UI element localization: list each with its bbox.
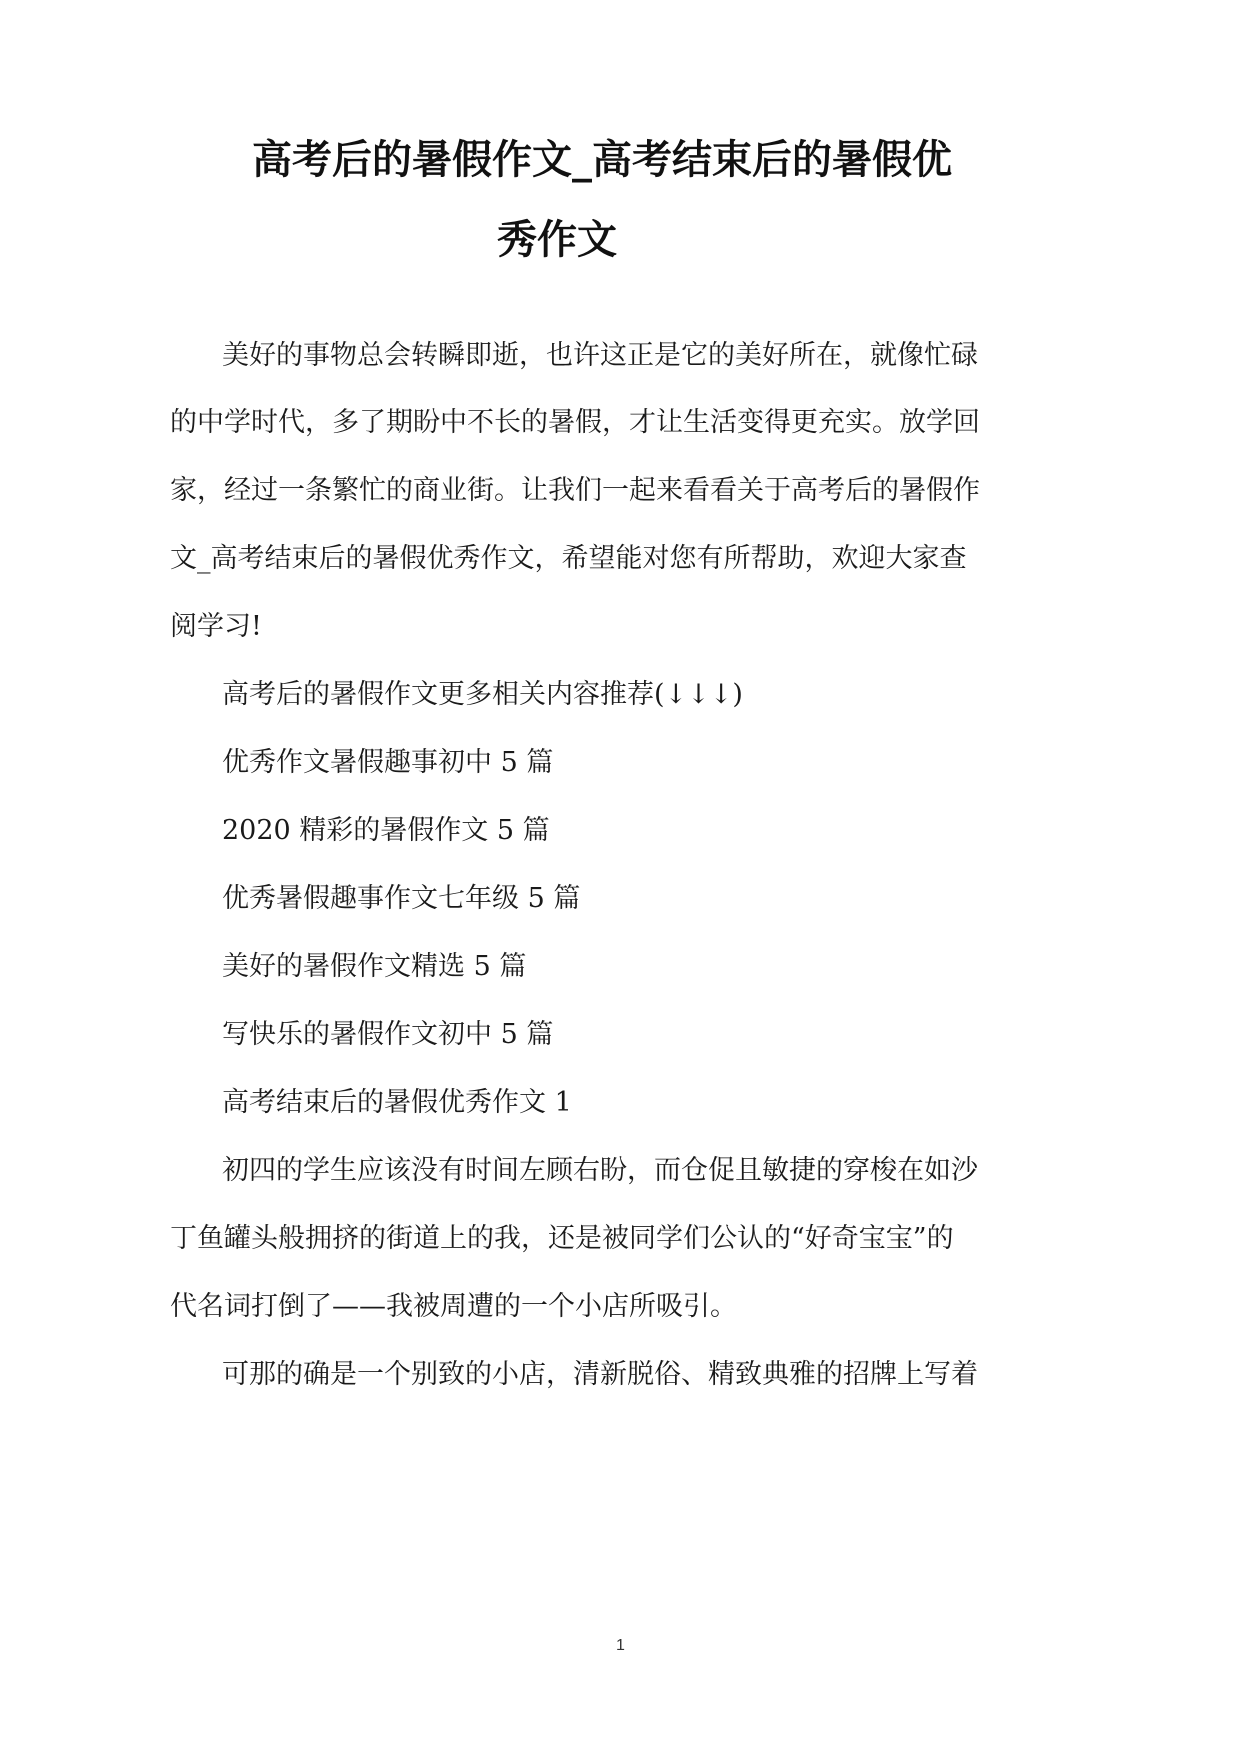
- paragraph-2-line-1: 可那的确是一个别致的小店，清新脱俗、精致典雅的招牌上写着: [222, 1359, 978, 1390]
- intro-line-1: 美好的事物总会转瞬即逝，也许这正是它的美好所在，就像忙碌: [222, 340, 978, 371]
- intro-line-5: 阅学习!: [170, 611, 262, 642]
- paragraph-1-line-2: 丁鱼罐头般拥挤的街道上的我，还是被同学们公认的“好奇宝宝”的: [170, 1223, 954, 1254]
- recommend-heading: 高考后的暑假作文更多相关内容推荐(↓↓↓): [222, 679, 743, 710]
- section-heading: 高考结束后的暑假优秀作文 1: [222, 1087, 572, 1118]
- recommend-item[interactable]: 优秀暑假趣事作文七年级 5 篇: [222, 883, 581, 914]
- intro-line-2: 的中学时代，多了期盼中不长的暑假，才让生活变得更充实。放学回: [170, 407, 980, 438]
- recommend-item[interactable]: 美好的暑假作文精选 5 篇: [222, 951, 527, 982]
- recommend-item[interactable]: 2020 精彩的暑假作文 5 篇: [222, 815, 550, 846]
- recommend-item[interactable]: 写快乐的暑假作文初中 5 篇: [222, 1019, 554, 1050]
- document-title-line-2: 秀作文: [497, 217, 617, 263]
- recommend-item[interactable]: 优秀作文暑假趣事初中 5 篇: [222, 747, 554, 778]
- page-number: 1: [616, 1637, 625, 1654]
- intro-line-4: 文_高考结束后的暑假优秀作文，希望能对您有所帮助，欢迎大家查: [170, 543, 967, 574]
- intro-line-3: 家，经过一条繁忙的商业街。让我们一起来看看关于高考后的暑假作: [170, 475, 980, 506]
- paragraph-1-line-3: 代名词打倒了——我被周遭的一个小店所吸引。: [170, 1291, 737, 1322]
- document-title-line-1: 高考后的暑假作文_高考结束后的暑假优: [252, 137, 952, 183]
- paragraph-1-line-1: 初四的学生应该没有时间左顾右盼，而仓促且敏捷的穿梭在如沙: [222, 1155, 978, 1186]
